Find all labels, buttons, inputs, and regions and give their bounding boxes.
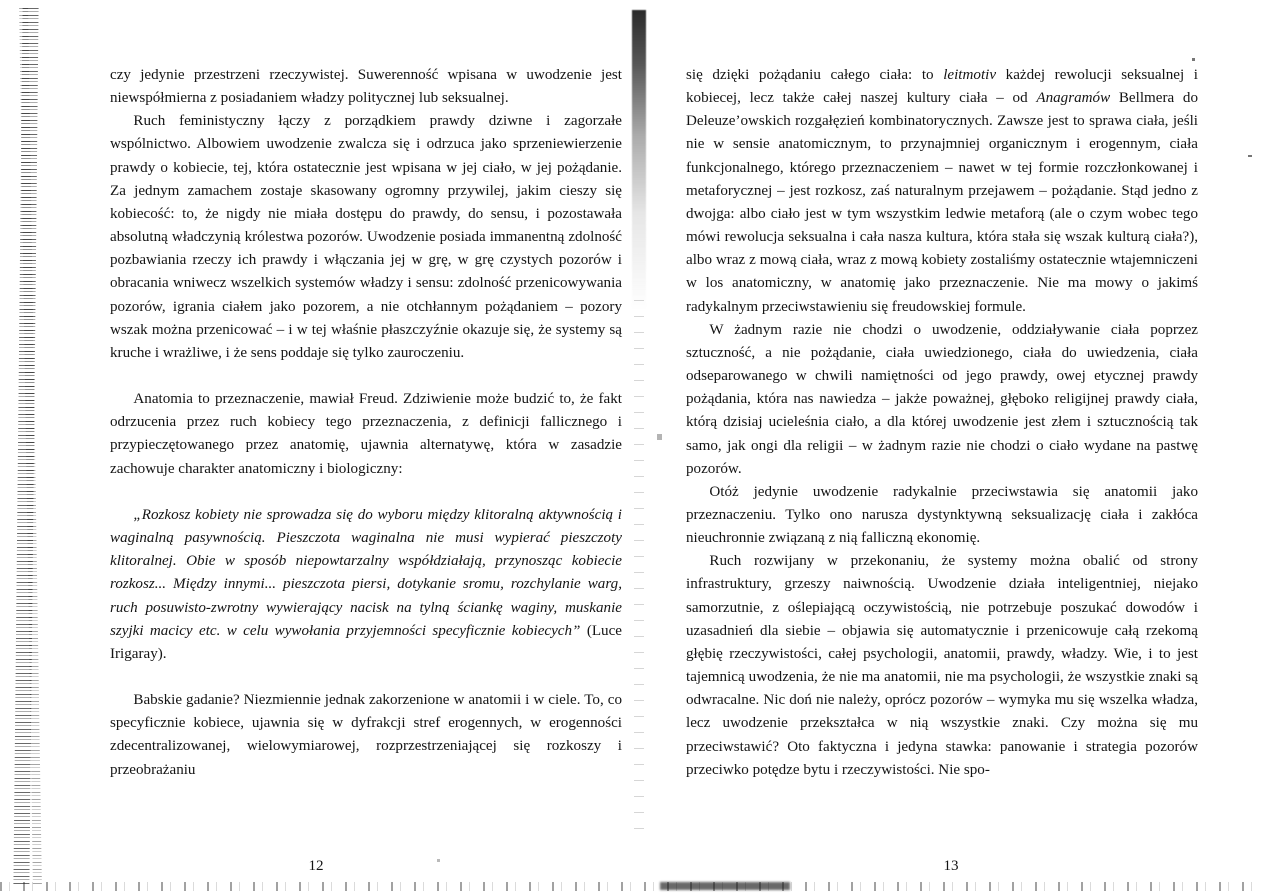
paragraph-spacer xyxy=(110,666,622,689)
block-quote-irigaray xyxy=(110,504,622,666)
run-roman: Bellmera do Deleuze’owskich rozgałęzień kombinatorycznych. Zawsze jest to sprawa ciała, jeśli nie w sensie anatomicznym, to przynajmniej organicznym i erogennym, ciała funkcjonalnego, którego przeznaczeniem – nawet w tej formie rozczłonkowanej i metaforycznej – jest rozkosz, zaś naturalnym przejawem – pożądanie. Stąd jedno z dwojga: albo ciało jest w tym wszystkim ledwie metaforą (ale o czym wobec tego mówi rewolucja seksualna i cała nasza kultura, która stała się wszak kulturą ciała?), albo wraz z mową ciała, wraz z mową kobiety zostaliśmy ostatecznie wtajemniczeni w los anatomiczny, w anatomię jako przeznaczenie. Nie ma mowy o jakimś radykalnym przeciwstawieniu się freudowskiej formule. xyxy=(686,90,1198,315)
paragraph-spacer xyxy=(110,481,622,504)
right-page-text-block xyxy=(686,64,1198,782)
paragraph-spacer xyxy=(110,365,622,388)
paragraph-body: Ruch rozwijany w przekonaniu, że systemy można obalić od strony infrastruktury, grzeszy naiwnością. Uwodzenie działa inteligentniej, niejako samorzutnie, z oślepiającą oczywistością, nie potrzebuje poszukać dowodów i uzasadnień dla siebie – objawia się automatycznie i przenicowuje całą rzekomą głębię rzeczywistości, całej psychologii, anatomii, prawdy, władzy. Wie, i to jest tajemnicą uwodzenia, że nie ma anatomii, nie ma psychologii, że wszystkie znaki są odwracalne. Nic doń nie należy, oprócz pozorów – wymyka mu się wszelka władza, lecz uwodzenie przekształca w nią wszystkie znaki. Czy można się mu przeciwstawić? Oto faktyczna i jedyna stawka: panowanie i strategia pozorów przeciwko potędze bytu i rzeczywistości. Nie spo- xyxy=(686,553,1198,778)
left-page-text-block xyxy=(110,64,622,782)
paragraph-continuation: czy jedynie przestrzeni rzeczywistej. Suwerenność wpisana w uwodzenie jest niewspółmierna z posiadaniem władzy politycznej lub seksualnej. xyxy=(110,67,622,107)
page-number-left: 12 xyxy=(308,858,324,874)
paragraph-body: Ruch feministyczny łączy z porządkiem prawdy dziwne i zagorzałe wspólnictwo. Albowiem uwodzenie zwalcza się i odrzuca jako sprzeniewierzenie prawdy o kobiecie, tej, która ostatecznie jest wpisana w jej ciało, w jej pożądanie. Za jednym zamachem zostaje skasowany ogromny przywilej, jakim cieszy się kobiecość: to, że nigdy nie miała dostępu do prawdy, do sensu, i pozostawała absolutną władczynią królestwa pozorów. Uwodzenie posiada immanentną zdolność pozbawiania rzeczy ich prawdy i włączania jej w grę, w grę czystych pozorów i obracania wniwecz wszelkich systemów władzy i sensu: zdolność przenicowywania pozorów, igrania ciałem jako pozorem, a nie otchłannym pożądaniem – pozory wszak można przenicować – i w tej właśnie płaszczyźnie okazuje się, że systemy są kruche i wrażliwe, i że sens poddaje się tylko zauroczeniu. xyxy=(110,113,622,361)
run-roman: każdej rewolucji seksualnej i kobiecej, lecz także całej naszej kultury ciała – od xyxy=(686,67,1198,107)
right-page xyxy=(636,0,1262,894)
run-roman: się dzięki pożądaniu całego ciała: to xyxy=(686,67,944,83)
title-anagramow: Anagramów xyxy=(1036,90,1111,107)
paragraph-body: Babskie gadanie? Niezmiennie jednak zakorzenione w anatomii i w ciele. To, co specyficznie kobiece, ujawnia się w dyfrakcji stref erogennych, w erogenności zdecentralizowanej, wielowymiarowej, rozprzestrzeniającej się rozkoszy i przeobrażaniu xyxy=(110,692,622,778)
paragraph-continuation xyxy=(686,64,1198,319)
paragraph-body: Anatomia to przeznaczenie, mawiał Freud. Zdziwienie może budzić to, że fakt odrzucenia przez ruch kobiecy tego przeznaczenia, z definicji fallicznego i przypieczętowanego przez anatomię, ujawnia alternatywę, która w zasadzie zachowuje charakter anatomiczny i biologiczny: xyxy=(110,391,622,477)
page-number-right: 13 xyxy=(943,858,959,874)
quote-attribution: (Luce Irigaray). xyxy=(110,622,623,662)
quote-italic-text: „Rozkosz kobiety nie sprowadza się do wyboru między klitoralną aktywnością i waginalną pasywnością. Pieszczota waginalna nie musi wypierać pieszczoty klitoralnej. Obie w sposób niepowtarzalny współdziałają, przynosząc kobiecie rozkosz... Między innymi... pieszczota piersi, dotykanie sromu, rozchylanie warg, ruch posuwisto-zwrotny wywierający nacisk na tylną ściankę waginy, muskanie szyjki macicy etc. w celu wywołania przyjemności specyficznie kobiecych” xyxy=(110,506,622,639)
paragraph-body: Otóż jedynie uwodzenie radykalnie przeciwstawia się anatomii jako przeznaczeniu. Tylko ono narusza dystynktywną seksualizację ciała i zakłóca nieuchronnie związaną z nią falliczną ekonomię. xyxy=(686,483,1198,547)
title-leitmotiv: leitmotiv xyxy=(943,67,997,83)
paragraph-body: W żadnym razie nie chodzi o uwodzenie, oddziaływanie ciała poprzez sztuczność, a nie pożądanie, ciała uwiedzionego, ciała do uwiedzenia, ciała odseparowanego w chwili namiętności od jego prawdy, owej etycznej prawdy pożądania, która nas nawiedza – jakże poważnej, głęboko religijnej prawdy ciała, którą dzisiaj ucieleśnia ciało, a dla której uwodzenie jest złem i sztucznością tak samo, jak ongi dla religii – w żadnym razie nie chodzi o ciało wydane na pastwę pozorów. xyxy=(686,321,1198,477)
